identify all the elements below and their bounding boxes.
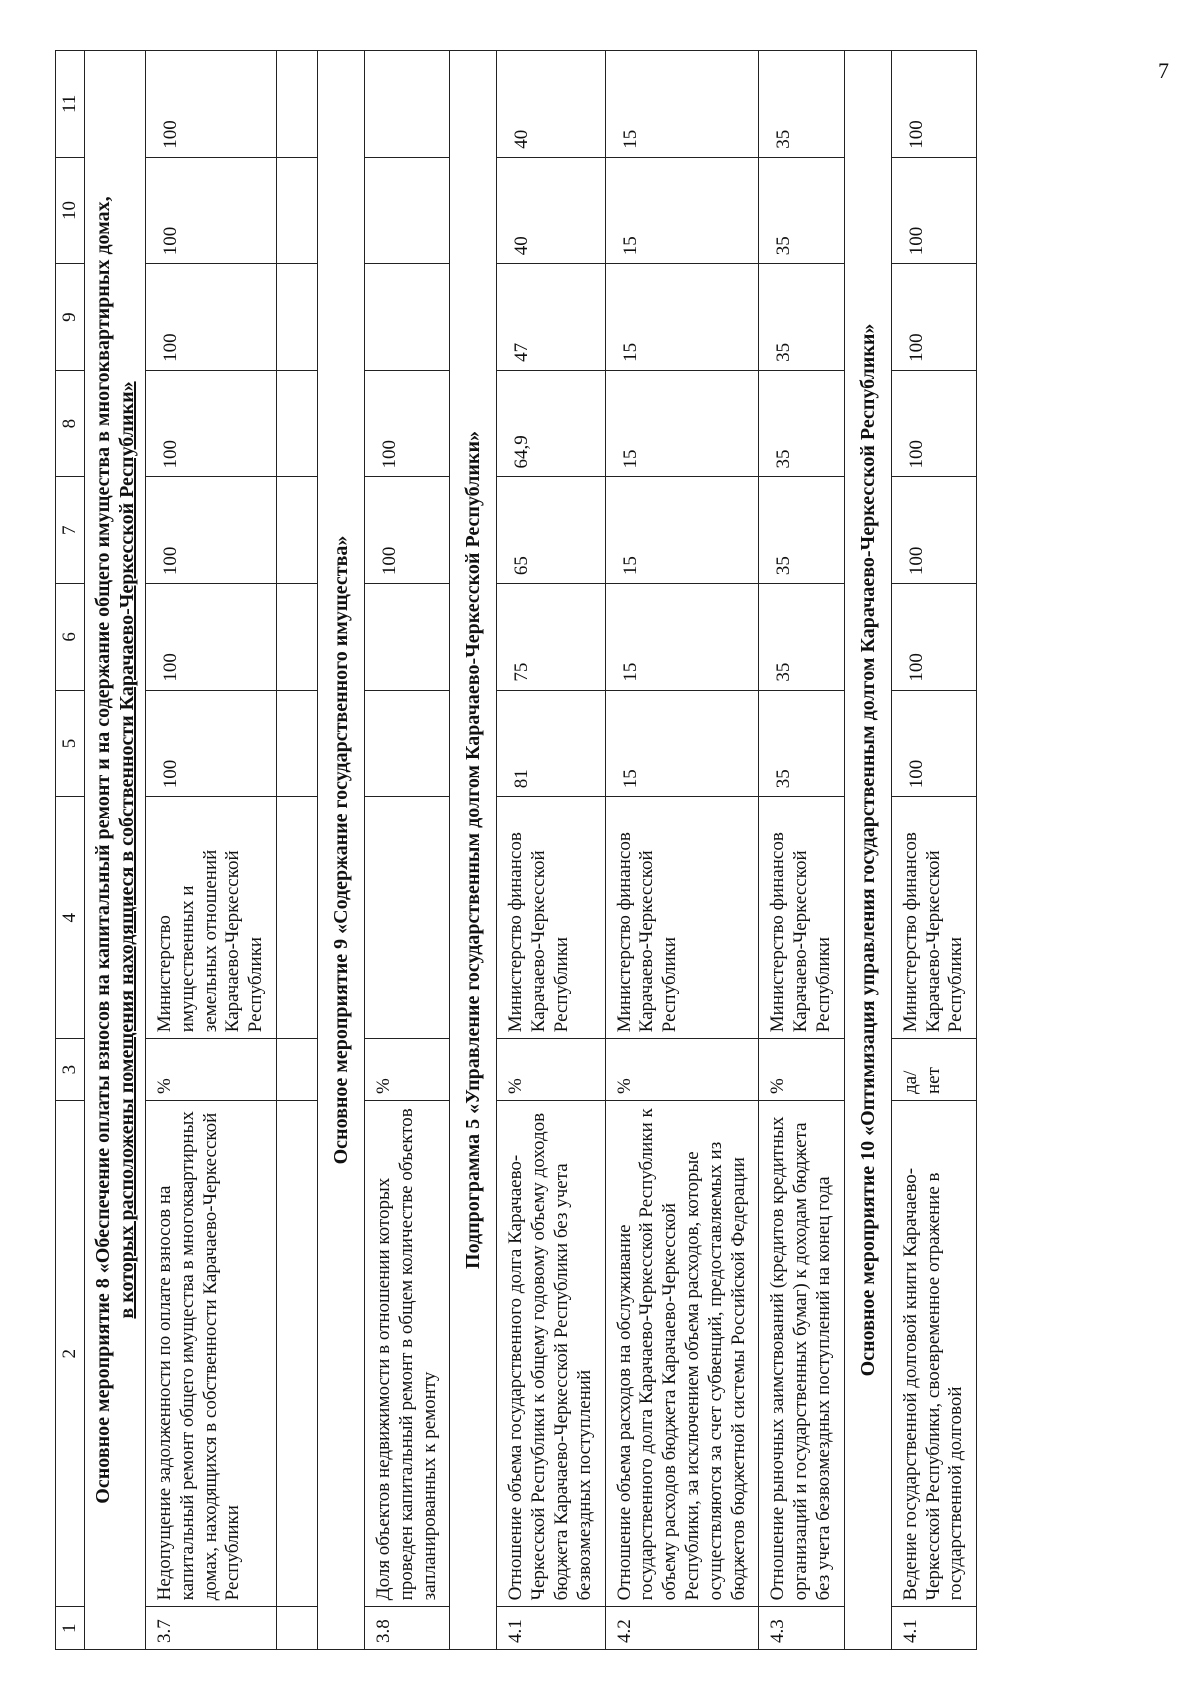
value-10 xyxy=(364,157,449,264)
value-6: 15 xyxy=(605,584,759,691)
indicator-name: Отношение объема государственного долга Карачаево-Черкесской Республики к общему годовому объему доходов бюджета Карачаево-Черкесской Республики без учета безвозмездных поступлений xyxy=(497,1101,605,1607)
value-10: 100 xyxy=(891,157,976,264)
value-11 xyxy=(364,51,449,158)
value-8: 100 xyxy=(891,370,976,477)
empty-cell xyxy=(276,1101,317,1607)
empty-cell xyxy=(276,690,317,797)
value-10: 15 xyxy=(605,157,759,264)
section-title-8 xyxy=(85,51,146,1650)
executor: Министерство финансов Карачаево-Черкесской Республики xyxy=(497,797,605,1039)
indicator-name: Отношение объема расходов на обслуживание государственного долга Карачаево-Черкесской Республики к объему расходов бюджета Карачаево-Черкесской Республики, за исключением объема расходов, которые осуществляются за счет субвенций, предоставляемых из бюджетов бюджетной системы Российской Федерации xyxy=(605,1101,759,1607)
value-5: 100 xyxy=(891,690,976,797)
table-row xyxy=(759,51,844,1650)
value-9: 100 xyxy=(146,264,277,371)
unit: да/нет xyxy=(891,1039,976,1101)
value-11: 15 xyxy=(605,51,759,158)
value-10: 100 xyxy=(146,157,277,264)
col-header-6: 6 xyxy=(56,584,85,691)
value-6: 35 xyxy=(759,584,844,691)
section-row xyxy=(450,51,497,1650)
col-header-4: 4 xyxy=(56,797,85,1039)
unit: % xyxy=(605,1039,759,1101)
empty-cell xyxy=(276,797,317,1039)
value-7: 100 xyxy=(146,477,277,584)
value-7: 100 xyxy=(891,477,976,584)
value-8: 35 xyxy=(759,370,844,477)
value-6: 75 xyxy=(497,584,605,691)
value-10: 35 xyxy=(759,157,844,264)
value-11: 40 xyxy=(497,51,605,158)
value-8: 64,9 xyxy=(497,370,605,477)
subprogram-title-5: Подпрограмма 5 «Управление государственным долгом Карачаево-Черкесской Республики» xyxy=(450,51,497,1650)
indicator-name: Отношение рыночных заимствований (кредитов кредитных организаций и государственных бумаг) к доходам бюджета без учета безвозмездных поступлений на конец года xyxy=(759,1101,844,1607)
indicator-name: Доля объектов недвижимости в отношении которых проведен капитальный ремонт в общем количестве объектов запланированных к ремонту xyxy=(364,1101,449,1607)
value-7: 15 xyxy=(605,477,759,584)
section-row xyxy=(85,51,146,1650)
unit: % xyxy=(146,1039,277,1101)
section-title-8-line1: Основное мероприятие 8 «Обеспечение оплаты взносов на капитальный ремонт и на содержание общего имущества в многоквартирных домах, xyxy=(92,196,114,1504)
value-6: 100 xyxy=(891,584,976,691)
col-header-5: 5 xyxy=(56,690,85,797)
empty-cell xyxy=(276,157,317,264)
table-row xyxy=(605,51,759,1650)
value-7: 100 xyxy=(364,477,449,584)
value-5: 100 xyxy=(146,690,277,797)
value-9: 35 xyxy=(759,264,844,371)
col-header-3: 3 xyxy=(56,1039,85,1101)
value-6: 100 xyxy=(146,584,277,691)
section-title-9: Основное мероприятие 9 «Содержание государственного имущества» xyxy=(317,51,364,1650)
section-title-8-line2: в которых расположены помещения находящиеся в собственности Карачаево-Черкесской Республики» xyxy=(116,381,138,1319)
executor xyxy=(364,797,449,1039)
value-9 xyxy=(364,264,449,371)
section-row xyxy=(317,51,364,1650)
rotated-table-page xyxy=(55,50,1195,1650)
spacer-row xyxy=(276,51,317,1650)
row-number: 3.8 xyxy=(364,1607,449,1650)
section-title-10: Основное мероприятие 10 «Оптимизация управления государственным долгом Карачаево-Черкесской Республики» xyxy=(844,51,891,1650)
row-number: 4.3 xyxy=(759,1607,844,1650)
executor: Министерство финансов Карачаево-Черкесской Республики xyxy=(605,797,759,1039)
value-5: 15 xyxy=(605,690,759,797)
value-11: 35 xyxy=(759,51,844,158)
row-number: 4.1 xyxy=(497,1607,605,1650)
value-7: 65 xyxy=(497,477,605,584)
row-number: 3.7 xyxy=(146,1607,277,1650)
unit: % xyxy=(364,1039,449,1101)
value-9: 47 xyxy=(497,264,605,371)
empty-cell xyxy=(276,51,317,158)
empty-cell xyxy=(276,1607,317,1650)
value-8: 15 xyxy=(605,370,759,477)
table-row xyxy=(364,51,449,1650)
indicators-table xyxy=(55,50,977,1650)
value-11: 100 xyxy=(146,51,277,158)
executor: Министерство имущественных и земельных отношений Карачаево-Черкесской Республики xyxy=(146,797,277,1039)
col-header-11: 11 xyxy=(56,51,85,158)
row-number: 4.2 xyxy=(605,1607,759,1650)
executor: Министерство финансов Карачаево-Черкесской Республики xyxy=(891,797,976,1039)
value-7: 35 xyxy=(759,477,844,584)
col-header-10: 10 xyxy=(56,157,85,264)
unit: % xyxy=(497,1039,605,1101)
value-8: 100 xyxy=(146,370,277,477)
value-10: 40 xyxy=(497,157,605,264)
empty-cell xyxy=(276,584,317,691)
col-header-1: 1 xyxy=(56,1607,85,1650)
empty-cell xyxy=(276,1039,317,1101)
value-5: 35 xyxy=(759,690,844,797)
value-9: 100 xyxy=(891,264,976,371)
value-8: 100 xyxy=(364,370,449,477)
table-row xyxy=(497,51,605,1650)
table-row xyxy=(146,51,277,1650)
table-row xyxy=(891,51,976,1650)
col-header-2: 2 xyxy=(56,1101,85,1607)
value-9: 15 xyxy=(605,264,759,371)
row-number: 4.1 xyxy=(891,1607,976,1650)
value-11: 100 xyxy=(891,51,976,158)
indicator-name: Ведение государственной долговой книги Карачаево-Черкесской Республики, своевременное отражение в государственной долговой xyxy=(891,1101,976,1607)
value-5 xyxy=(364,690,449,797)
value-5: 81 xyxy=(497,690,605,797)
unit: % xyxy=(759,1039,844,1101)
indicator-name: Недопущение задолженности по оплате взносов на капитальный ремонт общего имущества в многоквартирных домах, находящихся в собственности Карачаево-Черкесской Республики xyxy=(146,1101,277,1607)
value-6 xyxy=(364,584,449,691)
empty-cell xyxy=(276,477,317,584)
section-row xyxy=(844,51,891,1650)
col-header-8: 8 xyxy=(56,370,85,477)
executor: Министерство финансов Карачаево-Черкесской Республики xyxy=(759,797,844,1039)
empty-cell xyxy=(276,264,317,371)
col-header-7: 7 xyxy=(56,477,85,584)
col-header-9: 9 xyxy=(56,264,85,371)
page-number: 7 xyxy=(1158,58,1169,83)
empty-cell xyxy=(276,370,317,477)
header-row xyxy=(56,51,85,1650)
